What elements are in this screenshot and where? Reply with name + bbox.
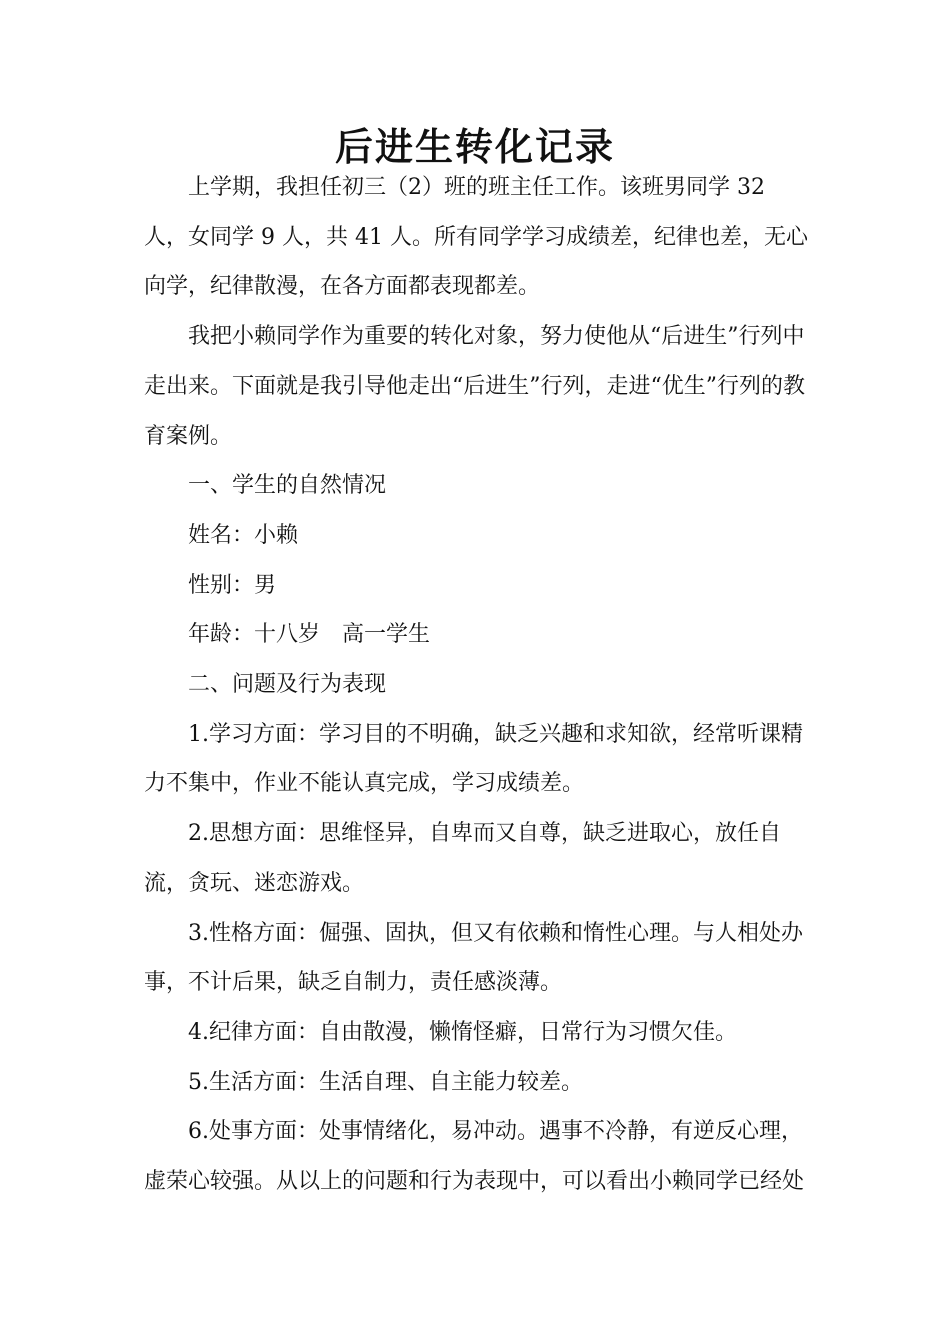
section-heading-problems: 二、问题及行为表现 [188,672,387,698]
info-gender: 性别：男 [188,572,277,598]
info-age: 年龄：十八岁 高一学生 [188,622,431,648]
document-body [144,163,810,1207]
problem-handling: 6.处事方面：处事情绪化，易冲动。遇事不冷静，有逆反心理，虚荣心较强。从以上的问题和行为表现中，可以看出小赖同学已经处 [144,1119,805,1195]
problem-study: 1.学习方面：学习目的不明确，缺乏兴趣和求知欲，经常听课精力不集中，作业不能认真完成，学习成绩差。 [144,721,803,797]
document-title: 后进生转化记录 [334,124,615,170]
problem-personality: 3.性格方面：倔强、固执，但又有依赖和惰性心理。与人相处办事，不计后果，缺乏自制力，责任感淡薄。 [144,920,803,996]
problem-discipline: 4.纪律方面：自由散漫，懒惰怪癖，日常行为习惯欠佳。 [188,1019,737,1045]
paragraph-target: 我把小赖同学作为重要的转化对象，努力使他从“后进生”行列中走出来。下面就是我引导他走出“后进生”行列，走进“优生”行列的教育案例。 [144,324,805,449]
problem-thinking: 2.思想方面：思维怪异，自卑而又自尊，缺乏进取心，放任自流，贪玩、迷恋游戏。 [144,821,781,896]
paragraph-intro: 上学期，我担任初三（2）班的班主任工作。该班男同学 32 人，女同学 9 人，共 41 人。所有同学学习成绩差，纪律也差，无心向学，纪律散漫，在各方面都表现都差。 [144,175,808,300]
problem-life: 5.生活方面：生活自理、自主能力较差。 [188,1069,583,1095]
section-heading-basic-info: 一、学生的自然情况 [188,473,387,499]
info-name: 姓名：小赖 [188,522,299,548]
